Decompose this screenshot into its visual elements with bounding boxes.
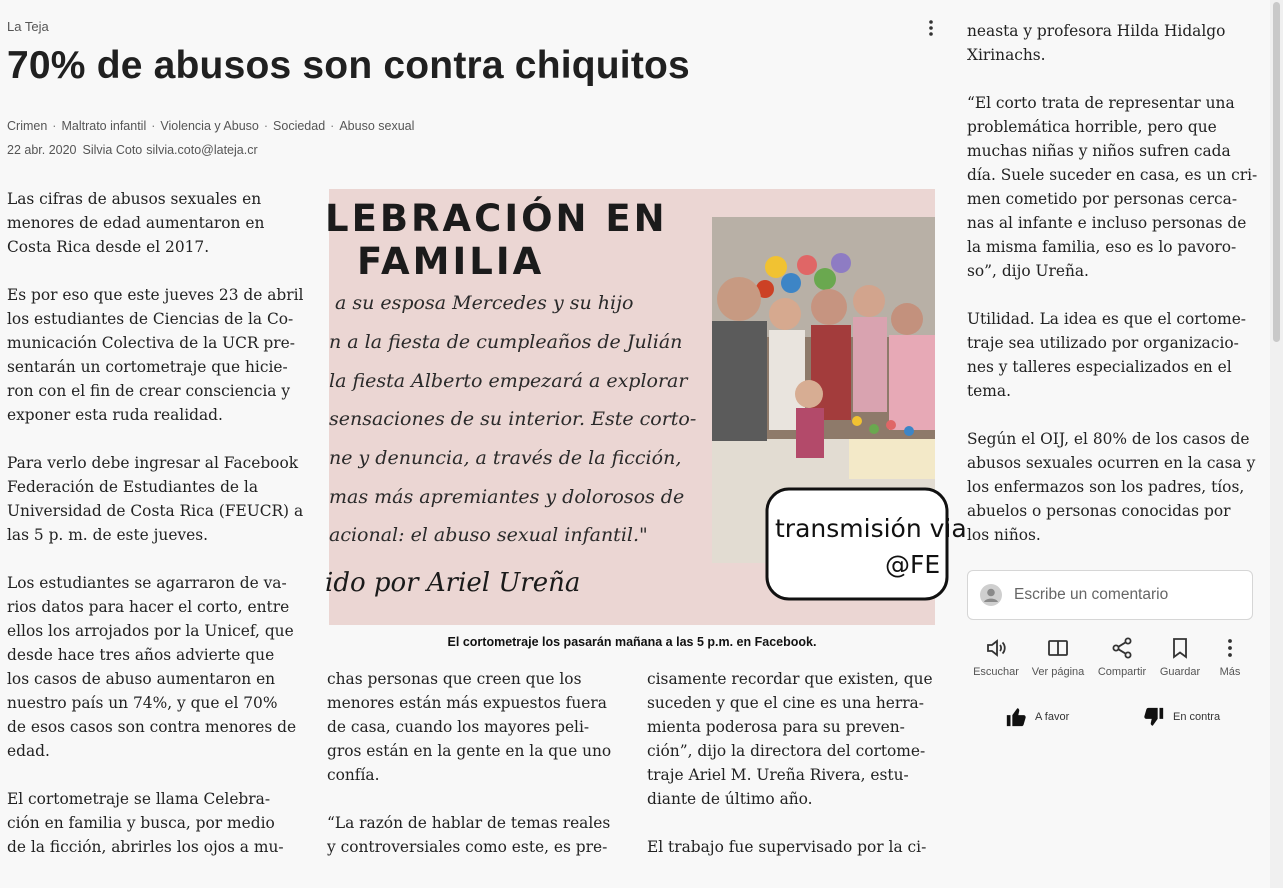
poster-text-line: n a la fiesta de cumpleaños de Julián xyxy=(329,331,683,353)
user-avatar-icon xyxy=(980,584,1002,606)
more-button[interactable] xyxy=(1197,636,1263,678)
article-column-3 xyxy=(647,667,947,883)
share-icon xyxy=(1110,636,1134,660)
paragraph-line: so”, dijo Ureña. xyxy=(967,262,1089,280)
action-bar xyxy=(967,636,1267,686)
article-paragraph xyxy=(967,427,1267,547)
poster-text-line: acional: el abuso sexual infantil." xyxy=(329,524,648,546)
paragraph-line: diante de último año. xyxy=(647,790,813,808)
tag-separator: · xyxy=(330,119,335,133)
tag-item[interactable]: Maltrato infantil xyxy=(61,119,147,133)
paragraph-line: gros están en la gente en la que uno xyxy=(327,742,612,760)
paragraph-line: y controversiales como este, es pre- xyxy=(327,838,608,856)
article-menu-button[interactable] xyxy=(920,16,942,40)
paragraph-line: confía. xyxy=(327,766,380,784)
poster-text-line: ne y denuncia, a través de la ficción, xyxy=(329,447,682,469)
view-page-button[interactable] xyxy=(1025,636,1091,678)
speaker-icon xyxy=(984,636,1008,660)
paragraph-line: chas personas que creen que los xyxy=(327,670,582,688)
paragraph-line: sentarán un cortometraje que hicie- xyxy=(7,358,288,376)
save-label: Guardar xyxy=(1159,666,1201,678)
poster-text-line: sensaciones de su interior. Este corto- xyxy=(329,408,697,430)
poster-title-line2: FAMILIA xyxy=(357,240,545,283)
paragraph-line: la misma familia, eso es lo pavoro- xyxy=(967,238,1237,256)
article-image[interactable] xyxy=(325,189,967,625)
article-column-1 xyxy=(7,187,307,883)
tag-item[interactable]: Abuso sexual xyxy=(339,119,415,133)
paragraph-line: neasta y profesora Hilda Hidalgo xyxy=(967,22,1226,40)
article-paragraph xyxy=(647,835,947,859)
poster-title-line1: LEBRACIÓN EN xyxy=(325,197,668,240)
paragraph-line: Utilidad. La idea es que el cortome- xyxy=(967,310,1247,328)
tag-item[interactable]: Violencia y Abuso xyxy=(160,119,259,133)
article-paragraph xyxy=(7,451,307,547)
stream-line2: @FE xyxy=(885,550,941,579)
author-name: Silvia Coto xyxy=(82,143,143,157)
paragraph-line: menores están más expuestos fuera xyxy=(327,694,607,712)
article-paragraph xyxy=(7,187,307,259)
listen-label: Escuchar xyxy=(973,666,1019,678)
article-paragraph xyxy=(647,667,947,811)
paragraph-line: los estudiantes de Ciencias de la Co- xyxy=(7,310,294,328)
paragraph-line: de esos casos son contra menores de xyxy=(7,718,297,736)
tag-list xyxy=(7,119,414,133)
poster-text-line: a su esposa Mercedes y su hijo xyxy=(335,292,634,314)
paragraph-line: men cometido por personas cerca- xyxy=(967,190,1238,208)
paragraph-line: Costa Rica desde el 2017. xyxy=(7,238,210,256)
page-scrollbar[interactable] xyxy=(1270,0,1283,888)
paragraph-line: Es por eso que este jueves 23 de abril xyxy=(7,286,304,304)
tag-separator: · xyxy=(52,119,57,133)
poster-graphic xyxy=(325,189,967,625)
paragraph-line: Universidad de Costa Rica (FEUCR) a xyxy=(7,502,304,520)
poster-text-line: la fiesta Alberto empezará a explorar xyxy=(329,370,688,392)
more-label: Más xyxy=(1219,666,1241,678)
vote-down-button[interactable] xyxy=(1143,704,1220,730)
paragraph-line: El trabajo fue supervisado por la ci- xyxy=(647,838,927,856)
bookmark-icon xyxy=(1168,636,1192,660)
byline xyxy=(7,143,258,157)
paragraph-line: las 5 p. m. de este jueves. xyxy=(7,526,209,544)
paragraph-line: Federación de Estudiantes de la xyxy=(7,478,259,496)
paragraph-line: los niños. xyxy=(967,526,1041,544)
image-caption: El cortometraje los pasarán mañana a las 5 p.m. en Facebook. xyxy=(447,635,817,649)
paragraph-line: suceden y que el cine es una herra- xyxy=(647,694,924,712)
stream-label xyxy=(767,489,967,599)
share-label: Compartir xyxy=(1097,666,1147,678)
more-vertical-icon xyxy=(1218,636,1242,660)
article-column-4 xyxy=(967,19,1267,571)
paragraph-line: Xirinachs. xyxy=(967,46,1046,64)
article-paragraph xyxy=(967,91,1267,283)
paragraph-line: de casa, cuando los mayores peli- xyxy=(327,718,590,736)
paragraph-line: El cortometraje se llama Celebra- xyxy=(7,790,271,808)
paragraph-line: mienta poderosa para su preven- xyxy=(647,718,905,736)
comment-input[interactable] xyxy=(967,570,1253,620)
listen-button[interactable] xyxy=(963,636,1029,678)
paragraph-line: Según el OIJ, el 80% de los casos de xyxy=(967,430,1250,448)
paragraph-line: abusos sexuales ocurren en la casa y xyxy=(967,454,1256,472)
paragraph-line: tema. xyxy=(967,382,1011,400)
paragraph-line: Los estudiantes se agarraron de va- xyxy=(7,574,287,592)
tag-separator: · xyxy=(151,119,156,133)
paragraph-line: “El corto trata de representar una xyxy=(967,94,1235,112)
paragraph-line: problemática horrible, pero que xyxy=(967,118,1217,136)
tag-item[interactable]: Crimen xyxy=(7,119,48,133)
paragraph-line: nuestro país un 74%, y que el 70% xyxy=(7,694,278,712)
article-paragraph xyxy=(327,811,627,859)
paragraph-line: municación Colectiva de la UCR pre- xyxy=(7,334,295,352)
paragraph-line: desde hace tres años advierte que xyxy=(7,646,275,664)
paragraph-line: Para verlo debe ingresar al Facebook xyxy=(7,454,299,472)
paragraph-line: ción”, dijo la directora del cortome- xyxy=(647,742,926,760)
article-paragraph xyxy=(7,283,307,427)
article-headline: 70% de abusos son contra chiquitos xyxy=(7,44,690,87)
paragraph-line: nes y talleres especializados en el xyxy=(967,358,1232,376)
more-vertical-icon xyxy=(929,20,933,36)
poster-text-line: mas más apremiantes y dolorosos de xyxy=(329,486,685,508)
vote-up-label: A favor xyxy=(1035,711,1070,723)
paragraph-line: abuelos o personas conocidas por xyxy=(967,502,1231,520)
article-paragraph xyxy=(7,787,307,859)
publish-date: 22 abr. 2020 xyxy=(7,143,77,157)
scrollbar-thumb[interactable] xyxy=(1273,2,1280,342)
paragraph-line: edad. xyxy=(7,742,50,760)
paragraph-line: día. Suele suceder en casa, es un cri- xyxy=(967,166,1258,184)
stream-line1: transmisión via xyxy=(775,514,967,543)
tag-separator: · xyxy=(263,119,269,133)
paragraph-line: “La razón de hablar de temas reales xyxy=(327,814,611,832)
paragraph-line: cisamente recordar que existen, que xyxy=(647,670,933,688)
vote-down-label: En contra xyxy=(1173,711,1221,723)
publisher-name[interactable]: La Teja xyxy=(7,19,49,34)
article-paragraph xyxy=(967,307,1267,403)
comment-placeholder: Escribe un comentario xyxy=(1014,586,1169,603)
paragraph-line: exponer esta ruda realidad. xyxy=(7,406,223,424)
paragraph-line: ron con el fin de crear consciencia y xyxy=(7,382,291,400)
thumbs-up-icon xyxy=(1005,706,1027,728)
paragraph-line: los casos de abuso aumentaron en xyxy=(7,670,276,688)
article-paragraph xyxy=(967,19,1267,67)
paragraph-line: de la ficción, abrirles los ojos a mu- xyxy=(7,838,284,856)
poster-signature: ido por Ariel Ureña xyxy=(325,568,581,598)
paragraph-line: rios datos para hacer el corto, entre xyxy=(7,598,290,616)
share-button[interactable] xyxy=(1089,636,1155,678)
paragraph-line: ellos los arrojados por la Unicef, que xyxy=(7,622,294,640)
paragraph-line: Las cifras de abusos sexuales en xyxy=(7,190,262,208)
paragraph-line: ción en familia y busca, por medio xyxy=(7,814,275,832)
vote-up-button[interactable] xyxy=(1005,704,1069,730)
article-paragraph xyxy=(327,667,627,787)
paragraph-line: traje sea utilizado por organizacio- xyxy=(967,334,1239,352)
paragraph-line: los enfermazos son los padres, tíos, xyxy=(967,478,1245,496)
paragraph-line: traje Ariel M. Ureña Rivera, estu- xyxy=(647,766,909,784)
article-column-2 xyxy=(327,667,627,883)
author-email: silvia.coto@lateja.cr xyxy=(146,143,258,157)
paragraph-line: muchas niñas y niños sufren cada xyxy=(967,142,1231,160)
paragraph-line: nas al infante e incluso personas de xyxy=(967,214,1247,232)
article-paragraph xyxy=(7,571,307,763)
view-page-label: Ver página xyxy=(1031,666,1085,678)
book-icon xyxy=(1046,636,1070,660)
thumbs-down-icon xyxy=(1143,706,1165,728)
paragraph-line: menores de edad aumentaron en xyxy=(7,214,265,232)
tag-item[interactable]: Sociedad xyxy=(273,119,326,133)
